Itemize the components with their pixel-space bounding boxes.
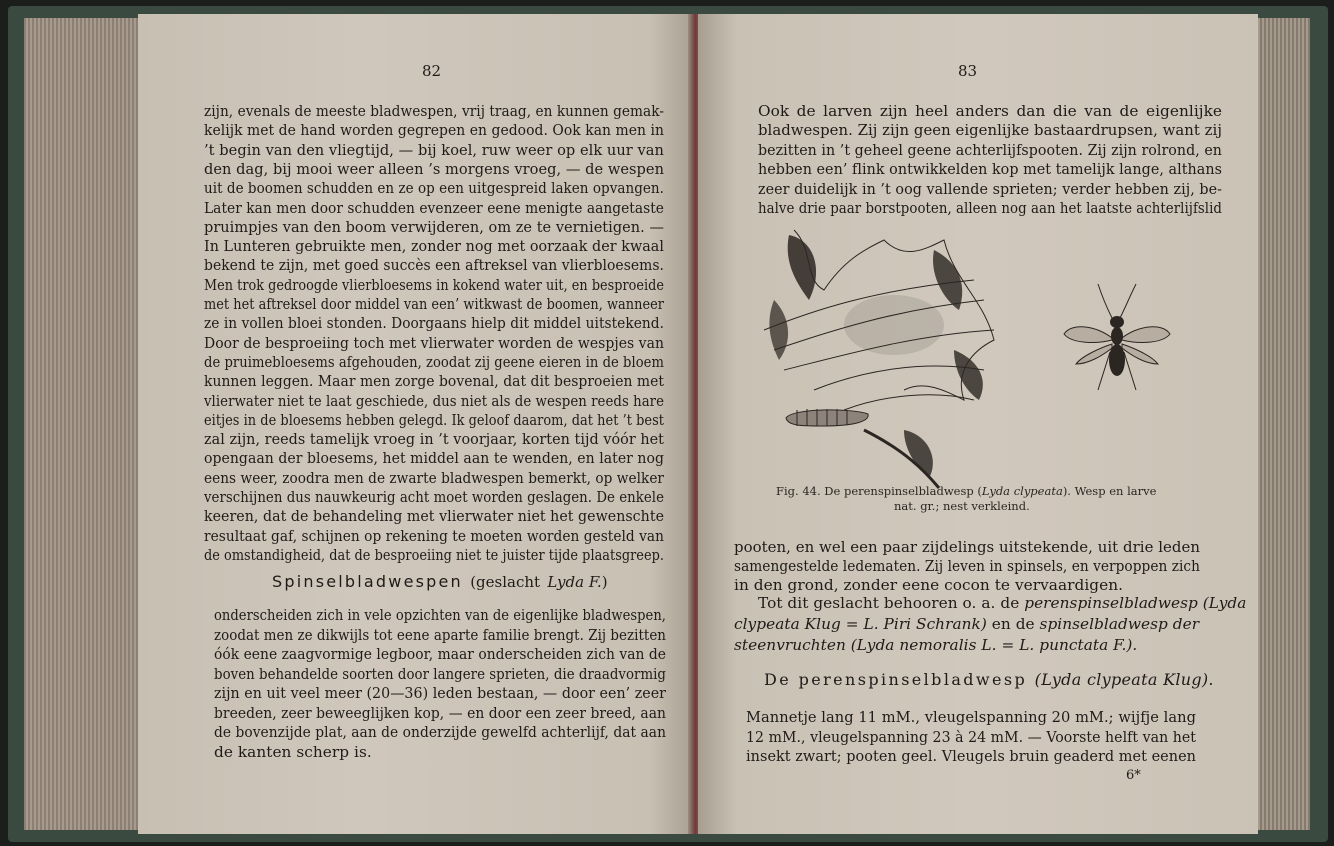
text-line: zoodat men ze dikwijls tot eene aparte familie brengt. Zij bezitten	[214, 625, 666, 644]
page-number-left: 82	[422, 62, 442, 80]
heading-main: Spinselbladwespen	[272, 572, 463, 591]
para2-line1-ital: perenspinselbladwesp (Lyda	[1024, 594, 1247, 612]
text-line: resultaat gaf, schijnen op rekening te moeten worden gesteld van	[204, 526, 664, 545]
text-line: ’t begin van den vliegtijd, — bij koel, ruw weer op elk uur van	[204, 140, 664, 159]
page-number-right: 83	[958, 62, 978, 80]
figure-caption	[776, 484, 1156, 498]
text-line: hebben een’ flink ontwikkelden kop met tamelijk lange, althans	[758, 160, 1222, 179]
text-line: insekt zwart; pooten geel. Vleugels bruin geaderd met eenen	[746, 747, 1196, 765]
text-line: zijn, evenals de meeste bladwespen, vrij traag, en kunnen gemak-	[204, 102, 664, 120]
signature-mark: 6*	[1126, 768, 1141, 783]
para2-line1-plain: Tot dit geslacht behooren o. a. de	[758, 594, 1025, 612]
heading-species-right: (Lyda clypeata Klug).	[1034, 670, 1214, 689]
heading-genus: Lyda F.	[547, 573, 602, 591]
left-page	[138, 14, 694, 834]
text-line: In Lunteren gebruikte men, zonder nog met oorzaak der kwaal	[204, 237, 664, 256]
text-line: boven behandelde soorten door langere sprieten, die draadvormig	[214, 664, 666, 683]
text-line: de pruimebloesems afgehouden, zoodat zij geene eieren in de bloem	[204, 352, 664, 371]
para2-line2	[734, 615, 1199, 633]
text-line: breeden, zeer beweeglijken kop, — en door een zeer breed, aan	[214, 703, 666, 722]
section-heading-spinselbladwespen	[272, 572, 608, 591]
text-line: zijn en uit veel meer (20—36) leden bestaan, — door een’ zeer	[214, 684, 666, 702]
text-line: verschijnen dus nauwkeurig acht moet worden geslagen. De enkele	[204, 488, 664, 506]
nest-illustration	[754, 220, 1004, 490]
text-line: pooten, en wel een paar zijdelings uitstekende, uit drie leden	[734, 538, 1200, 556]
text-line: bladwespen. Zij zijn geen eigenlijke bastaardrupsen, want zij	[758, 121, 1222, 140]
text-line: de kanten scherp is.	[214, 742, 372, 761]
text-line: bekend te zijn, met goed succès een aftreksel van vlierbloesems.	[204, 256, 664, 275]
text-line: opengaan der bloesems, het middel aan te wenden, en later nog	[204, 449, 664, 468]
para2-line2-b: en de	[986, 615, 1040, 633]
text-line: zal zijn, reeds tamelijk vroeg in ’t voorjaar, korten tijd vóór het	[204, 430, 664, 449]
heading-main-right: De perenspinselbladwesp	[764, 670, 1028, 689]
text-line: pruimpjes van den boom verwijderen, om ze te vernietigen. —	[204, 217, 664, 236]
text-line: Ook de larven zijn heel anders dan die van de eigenlijke	[758, 102, 1222, 120]
heading-sub: (geslacht	[470, 573, 541, 591]
text-line: in den grond, zonder eene cocon te vervaardigen.	[734, 576, 1124, 594]
text-line: met het aftreksel door middel van een’ witkwast de boomen, wanneer	[204, 295, 664, 313]
text-line: onderscheiden zich in vele opzichten van de eigenlijke bladwespen,	[214, 606, 666, 624]
text-line: keeren, dat de behandeling met vlierwater niet het gewenschte	[204, 507, 664, 526]
text-line: 12 mM., vleugelspanning 23 à 24 mM. — Voorste helft van het	[746, 727, 1196, 746]
caption-prefix: Fig. 44. De perenspinselbladwesp (	[776, 484, 982, 498]
section-heading-perenspinselbladwesp	[764, 670, 1214, 689]
text-line: Mannetje lang 11 mM., vleugelspanning 20 mM.; wijfje lang	[746, 708, 1196, 726]
right-page	[698, 14, 1258, 834]
text-line: bezitten in ’t geheel geene achterlijfspooten. Zij zijn rolrond, en	[758, 140, 1222, 159]
text-line: de omstandigheid, dat de besproeiing niet te juister tijde plaatsgreep.	[204, 545, 664, 564]
text-line: Later kan men door schudden evenzeer eene menigte aangetaste	[204, 198, 664, 217]
para2-line1	[758, 594, 1246, 612]
text-line: kunnen leggen. Maar men zorge bovenal, dat dit besproeien met	[204, 372, 664, 391]
page-edges-left	[24, 18, 144, 830]
para2-line2-c: spinselbladwesp der	[1039, 615, 1200, 633]
text-line: halve drie paar borstpooten, alleen nog aan het laatste achterlijfslid	[758, 199, 1222, 217]
larva-illustration	[782, 404, 872, 430]
text-line: de bovenzijde plat, aan de onderzijde gewelfd achterlijf, dat aan	[214, 723, 666, 741]
text-line: uit de boomen schudden en ze op een uitgespreid laken opvangen.	[204, 179, 664, 198]
text-line: Door de besproeiing toch met vlierwater worden de wespjes van	[204, 333, 664, 352]
text-line: eens weer, zoodra men de zwarte bladwespen bemerkt, op welker	[204, 468, 664, 487]
caption-species: Lyda clypeata	[981, 484, 1063, 498]
text-line: kelijk met de hand worden gegrepen en gedood. Ook kan men in	[204, 121, 664, 140]
para2-line3-a: steenvruchten (Lyda nemoralis L. = L. punctata F.).	[734, 636, 1138, 654]
text-line: ze in vollen bloei stonden. Doorgaans hielp dit middel uitstekend.	[204, 314, 664, 333]
para2-line2-a: clypeata Klug = L. Piri Schrank)	[734, 615, 987, 633]
text-line: óók eene zaagvormige legboor, maar onderscheiden zich van de	[214, 645, 666, 663]
text-line: vlierwater niet te laat geschiede, dus niet als de wespen reeds hare	[204, 391, 664, 410]
figure-caption-line2: nat. gr.; nest verkleind.	[894, 499, 1030, 513]
wasp-illustration	[1062, 278, 1172, 398]
caption-suffix: ). Wesp en larve	[1062, 484, 1157, 498]
text-line: Men trok gedroogde vlierbloesems in kokend water uit, en besproeide	[204, 275, 664, 294]
heading-close: )	[601, 573, 608, 591]
text-line: samengestelde ledematen. Zij leven in spinsels, en verpoppen zich	[734, 557, 1200, 575]
para2-line3	[734, 636, 1137, 654]
text-line: den dag, bij mooi weer alleen ’s morgens vroeg, — de wespen	[204, 159, 664, 178]
text-line: eitjes in de bloesems hebben gelegd. Ik geloof daarom, dat het ’t best	[204, 410, 664, 429]
text-line: zeer duidelijk in ’t oog vallende sprieten; verder hebben zij, be-	[758, 179, 1222, 198]
